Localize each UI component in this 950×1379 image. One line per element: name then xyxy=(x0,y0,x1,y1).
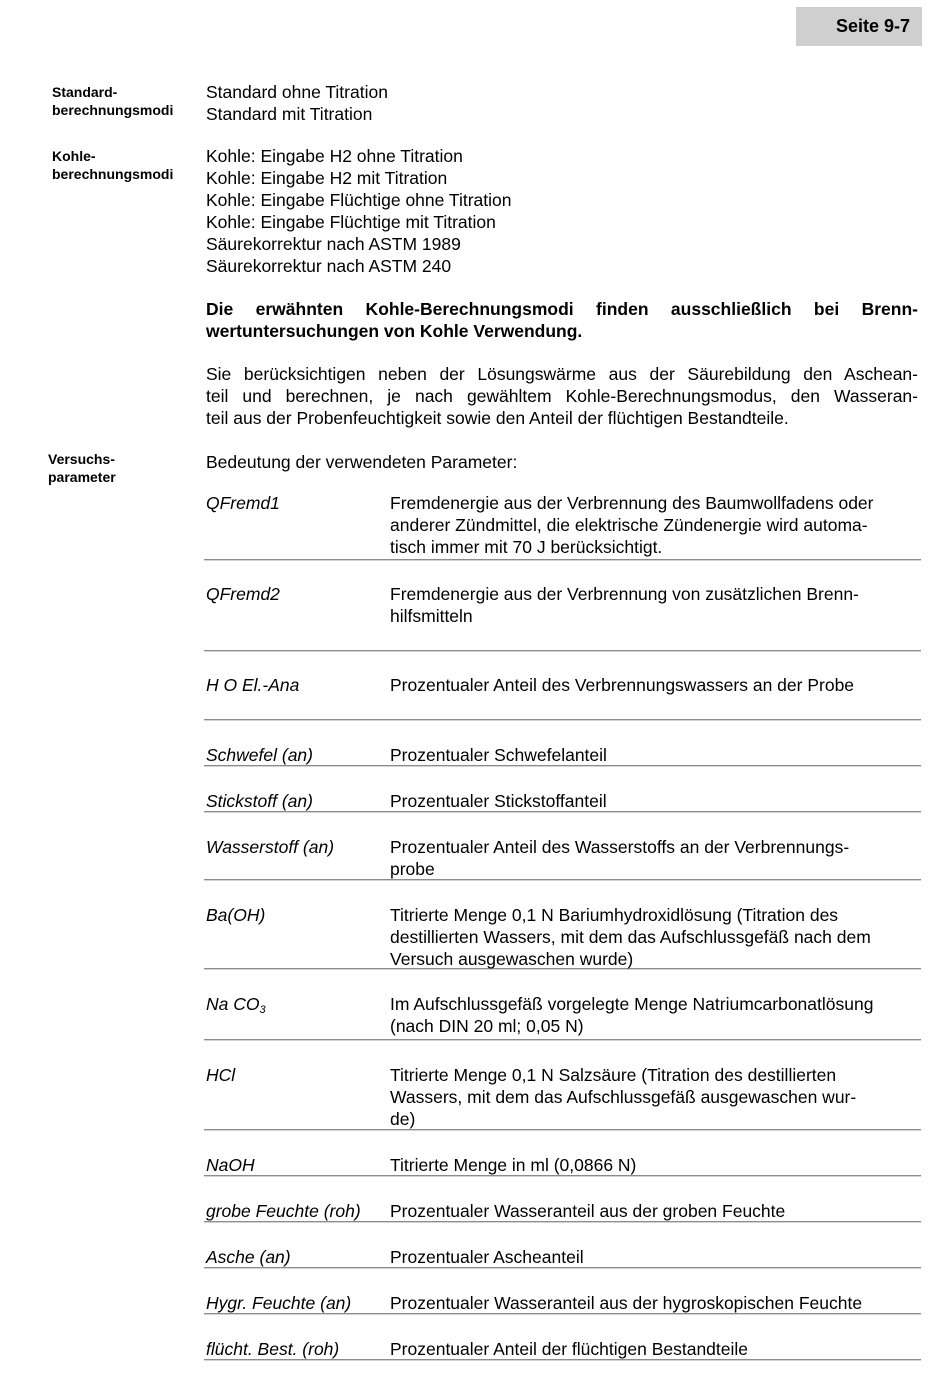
description-line: Prozentualer Anteil des Wasserstoffs an der Verbrennungs- xyxy=(390,837,850,857)
parameter-row xyxy=(204,1222,921,1268)
kohle-label-line: berechnungsmodi xyxy=(52,166,174,182)
description-line: tisch immer mit 70 J berücksichtigt. xyxy=(390,537,663,557)
parameter-description xyxy=(390,993,873,1037)
parameter-row xyxy=(204,812,921,880)
parameter-description xyxy=(390,674,854,696)
parameter-name: Schwefel (an) xyxy=(206,745,313,765)
versuch-section-label xyxy=(48,450,116,486)
description-line: Versuch ausgewaschen wurde) xyxy=(390,949,634,969)
parameter-description xyxy=(390,904,871,970)
parameter-name: grobe Feuchte (roh) xyxy=(206,1201,361,1221)
description-line: Prozentualer Anteil des Verbrennungswassers an der Probe xyxy=(390,675,855,695)
mode-item: Kohle: Eingabe H2 mit Titration xyxy=(206,168,448,188)
parameter-name: flücht. Best. (roh) xyxy=(206,1339,340,1359)
kohle-note-bold xyxy=(206,298,918,342)
parameter-description xyxy=(390,1154,636,1176)
parameter-name: NaOH xyxy=(206,1155,255,1175)
parameter-row xyxy=(204,1176,921,1222)
parameter-description xyxy=(390,583,859,627)
description-line: Prozentualer Anteil der flüchtigen Bestandteile xyxy=(390,1339,749,1359)
parameter-name: Ba(OH) xyxy=(206,905,266,925)
parameter-row xyxy=(204,766,921,812)
parameter-name: Stickstoff (an) xyxy=(206,791,313,811)
versuch-intro xyxy=(206,451,517,473)
description-line: Titrierte Menge 0,1 N Bariumhydroxidlösung (Titration des xyxy=(390,905,839,925)
kohle-label-line: Kohle- xyxy=(52,148,96,164)
description-line: Prozentualer Schwefelanteil xyxy=(390,745,607,765)
description-line: Prozentualer Wasseranteil aus der groben Feuchte xyxy=(390,1201,786,1221)
note-line: Die erwähnten Kohle-Berechnungsmodi finden ausschließlich bei Brenn- xyxy=(206,299,918,319)
parameter-row xyxy=(204,674,921,720)
standard-label-line: berechnungsmodi xyxy=(52,102,174,118)
description-line: Wassers, mit dem das Aufschlussgefäß ausgewaschen wur- xyxy=(390,1087,857,1107)
description-line: Prozentualer Ascheanteil xyxy=(390,1247,584,1267)
parameter-row xyxy=(204,1268,921,1314)
parameter-name: QFremd2 xyxy=(206,584,280,604)
description-line: Prozentualer Wasseranteil aus der hygroskopischen Feuchte xyxy=(390,1293,863,1313)
description-line: probe xyxy=(390,859,435,879)
parameter-description xyxy=(390,744,607,766)
parameter-description xyxy=(390,790,607,812)
description-line: Fremdenergie aus der Verbrennung von zusätzlichen Brenn- xyxy=(390,584,859,604)
parameter-name: HCl xyxy=(206,1065,236,1085)
parameter-row xyxy=(204,492,921,560)
standard-mode-list xyxy=(206,81,388,125)
parameter-description xyxy=(390,1246,584,1268)
note-line: Sie berücksichtigen neben der Lösungswärme aus der Säurebildung den Aschean- xyxy=(206,364,918,384)
mode-item: Standard ohne Titration xyxy=(206,82,388,102)
parameter-description xyxy=(390,492,874,558)
parameter-name: Wasserstoff (an) xyxy=(206,837,335,857)
description-line: Im Aufschlussgefäß vorgelegte Menge Natriumcarbonatlösung xyxy=(390,994,874,1014)
parameter-name: QFremd1 xyxy=(206,493,280,513)
parameter-name: H O El.-Ana xyxy=(206,675,300,695)
parameter-row xyxy=(204,969,921,1040)
parameter-row xyxy=(204,1040,921,1130)
standard-label-line: Standard- xyxy=(52,84,118,100)
parameter-description xyxy=(390,1292,862,1314)
intro-text: Bedeutung der verwendeten Parameter: xyxy=(206,452,518,472)
parameter-description xyxy=(390,836,849,880)
standard-section-label xyxy=(52,83,173,119)
description-line: Fremdenergie aus der Verbrennung des Baumwollfadens oder xyxy=(390,493,874,513)
note-line: teil aus der Probenfeuchtigkeit sowie den Anteil der flüchtigen Bestandteile. xyxy=(206,408,789,428)
parameter-row xyxy=(204,1130,921,1176)
parameter-row xyxy=(204,720,921,766)
mode-item: Kohle: Eingabe Flüchtige ohne Titration xyxy=(206,190,512,210)
mode-item: Kohle: Eingabe Flüchtige mit Titration xyxy=(206,212,496,232)
page-number-badge: Seite 9-7 xyxy=(796,7,922,46)
description-line: destillierten Wassers, mit dem das Aufschlussgefäß nach dem xyxy=(390,927,871,947)
kohle-section-label xyxy=(52,147,173,183)
description-line: de) xyxy=(390,1109,416,1129)
parameter-row xyxy=(204,880,921,969)
parameter-table xyxy=(204,492,921,1360)
description-line: (nach DIN 20 ml; 0,05 N) xyxy=(390,1016,584,1036)
parameter-name xyxy=(206,993,266,1021)
versuch-label-line: Versuchs- xyxy=(48,451,115,467)
mode-item: Kohle: Eingabe H2 ohne Titration xyxy=(206,146,463,166)
kohle-mode-list xyxy=(206,145,511,277)
parameter-description xyxy=(390,1338,748,1360)
parameter-description xyxy=(390,1200,785,1222)
note-line: teil und berechnen, je nach gewähltem Kohle-Berechnungsmodus, den Wasseran- xyxy=(206,386,918,406)
parameter-description xyxy=(390,1064,856,1130)
description-line: Prozentualer Stickstoffanteil xyxy=(390,791,607,811)
kohle-note-text xyxy=(206,363,918,429)
parameter-name: Hygr. Feuchte (an) xyxy=(206,1293,352,1313)
parameter-name-text: Na CO xyxy=(206,994,260,1014)
subscript: 3 xyxy=(259,1004,266,1016)
description-line: hilfsmitteln xyxy=(390,606,473,626)
parameter-row xyxy=(204,583,921,651)
mode-item: Säurekorrektur nach ASTM 1989 xyxy=(206,234,461,254)
description-line: Titrierte Menge 0,1 N Salzsäure (Titration des destillierten xyxy=(390,1065,837,1085)
description-line: anderer Zündmittel, die elektrische Zündenergie wird automa- xyxy=(390,515,868,535)
note-line: wertuntersuchungen von Kohle Verwendung. xyxy=(206,321,583,341)
mode-item: Säurekorrektur nach ASTM 240 xyxy=(206,256,452,276)
versuch-label-line: parameter xyxy=(48,469,116,485)
description-line: Titrierte Menge in ml (0,0866 N) xyxy=(390,1155,637,1175)
parameter-name: Asche (an) xyxy=(206,1247,291,1267)
mode-item: Standard mit Titration xyxy=(206,104,373,124)
parameter-row xyxy=(204,1314,921,1360)
